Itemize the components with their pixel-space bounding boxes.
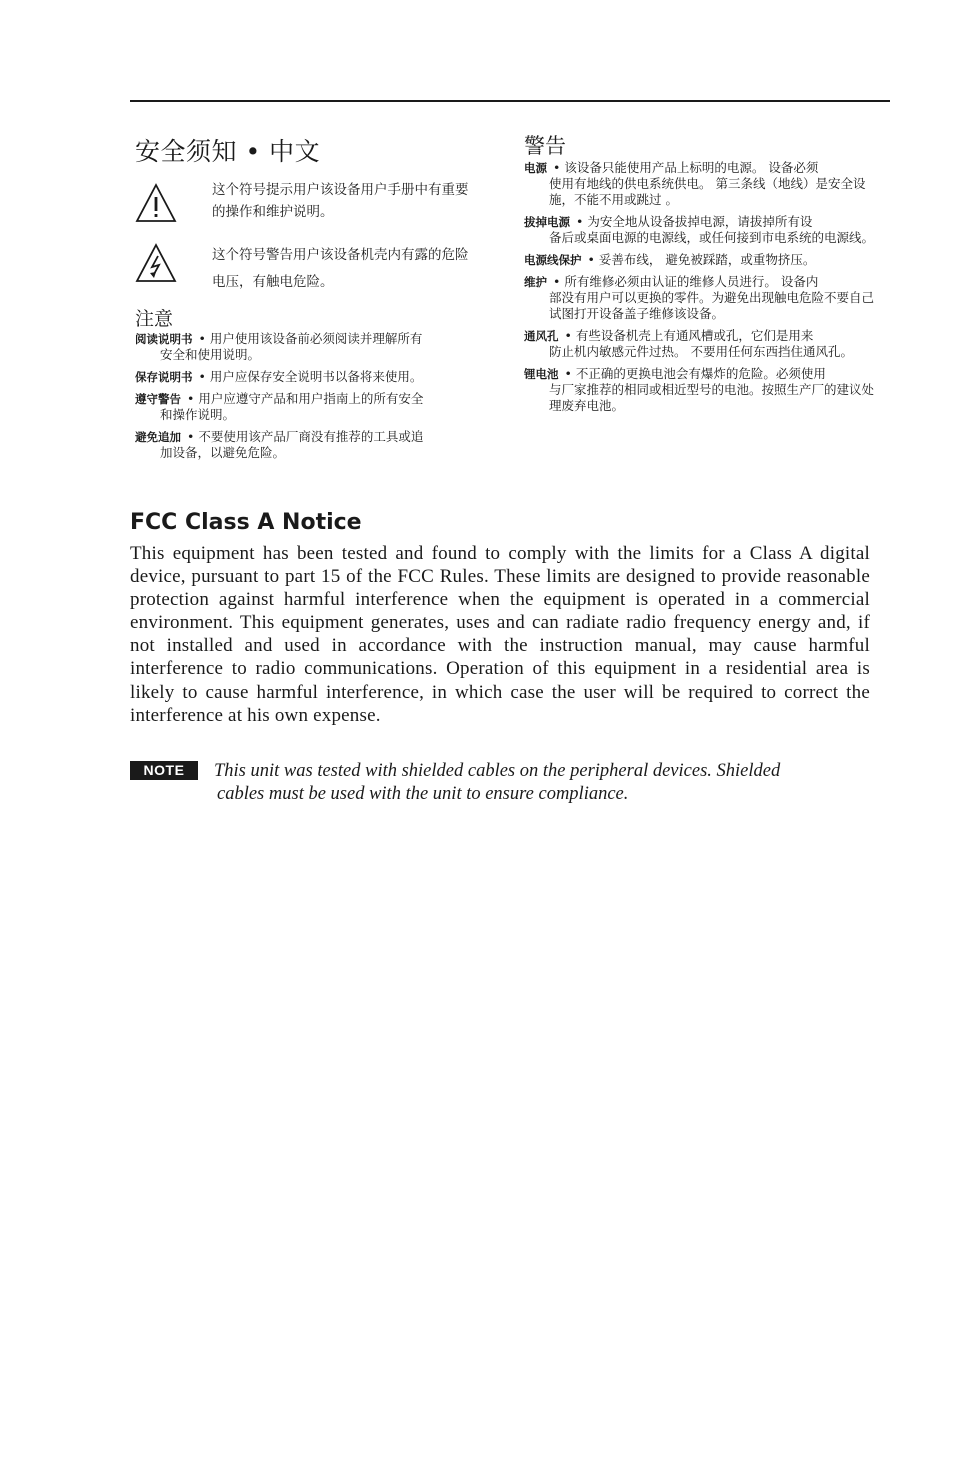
- note-badge: NOTE: [130, 761, 198, 780]
- symbol-caution-text: 这个符号提示用户该设备用户手册中有重要的操作和维护说明。: [212, 182, 469, 220]
- fcc-title: FCC Class A Notice: [130, 510, 362, 535]
- safety-left-column: [135, 132, 480, 467]
- notice-term: 阅读说明书: [135, 332, 193, 346]
- notice-item: 遵守警告 • 用户应遵守产品和用户指南上的所有安全 和操作说明。: [135, 391, 424, 422]
- safety-title: 安全须知 • 中文: [135, 137, 321, 166]
- notice-term: 避免追加: [135, 430, 181, 444]
- exclamation-triangle-icon: [135, 183, 177, 223]
- notice-item: 保存说明书 • 用户应保存安全说明书以备将来使用。: [135, 369, 423, 384]
- notice-item: 避免追加 • 不要使用该产品厂商没有推荐的工具或追 加设备，以避免危险。: [135, 429, 424, 460]
- symbol-row-voltage: [135, 239, 480, 293]
- symbol-row-caution: [135, 179, 480, 233]
- warning-item: 电源线保护 • 妥善布线， 避免被踩踏，或重物挤压。: [524, 252, 816, 267]
- symbol-voltage-text: 这个符号警告用户该设备机壳内有露的危险电压，有触电危险。: [212, 247, 469, 290]
- warning-item: 通风孔 • 有些设备机壳上有通风槽或孔，它们是用来 防止机内敏感元件过热。 不要用任何东西挡住通风孔。: [524, 328, 853, 359]
- warning-item: 拔掉电源 • 为安全地从设备拔掉电源，请拔掉所有设 备后或桌面电源的电源线，或任何接到市电系统的电源线。: [524, 214, 875, 245]
- fcc-body: This equipment has been tested and found to comply with the limits for a Class A digital device, pursuant to part 15 of the FCC Rules. These limits are designed to provide reasonable protection against harmful interference when the equipment is operated in a commercial environment. This equipment generates, uses and can radiate radio frequency energy and, if not installed and used in accordance with the instruction manual, may cause harmful interference to radio communications. Operation of this equipment in a residential area is likely to cause harmful interference, in which case the user will be required to correct the interference at his own expense.: [130, 543, 870, 726]
- lightning-triangle-icon: [135, 243, 177, 283]
- notice-term: 保存说明书: [135, 370, 193, 384]
- note-text: This unit was tested with shielded cables on the peripheral devices. Shielded cables must be used with the unit to ensure compliance.: [214, 761, 781, 804]
- notice-item: 阅读说明书 • 用户使用该设备前必须阅读并理解所有 安全和使用说明。: [135, 331, 423, 362]
- warning-item: 电源 • 该设备只能使用产品上标明的电源。 设备必须 使用有地线的供电系统供电。 第三条线（地线）是安全设施，不能不用或跳过 。: [524, 160, 866, 207]
- warning-item: 锂电池 • 不正确的更换电池会有爆炸的危险。必须使用 与厂家推荐的相同或相近型号的电池。按照生产厂的建议处理废弃电池。: [524, 366, 875, 413]
- top-rule: [130, 100, 890, 102]
- warning-item: 维护 • 所有维修必须由认证的维修人员进行。 设备内 部没有用户可以更换的零件。为避免出现触电危险不要自己试图打开设备盖子维修该设备。: [524, 274, 875, 321]
- notice-term: 遵守警告: [135, 392, 181, 406]
- notice-heading: 注意: [135, 308, 174, 330]
- warning-heading: 警告: [524, 134, 566, 158]
- safety-right-column: [524, 132, 879, 420]
